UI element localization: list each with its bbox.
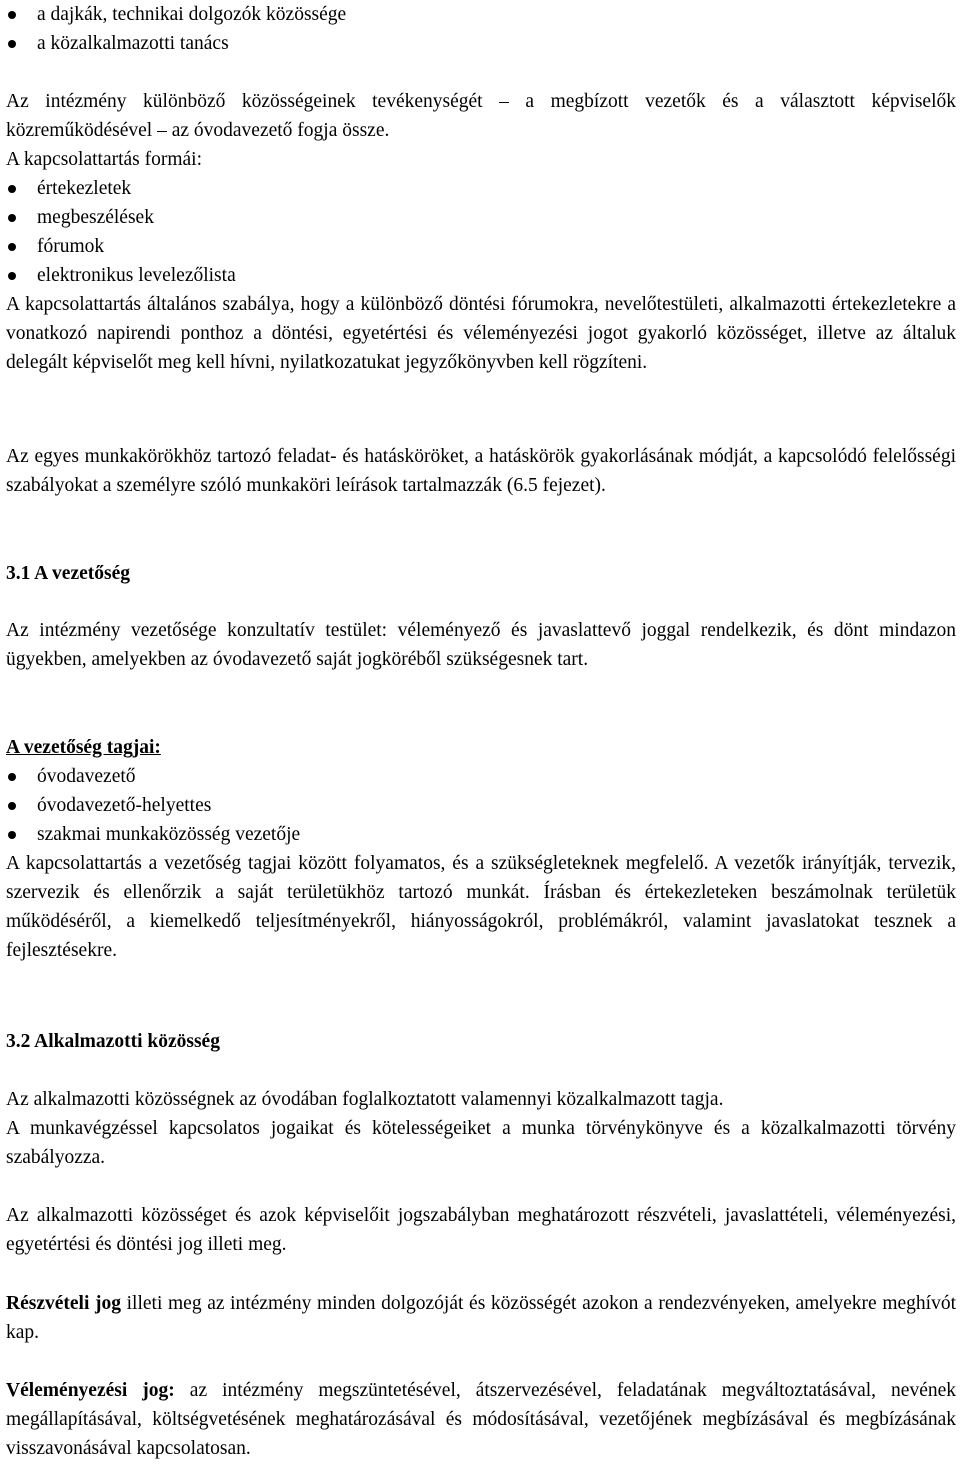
term-text: az intézmény megszüntetésével, átszervezésével, feladatának megváltoztatásával, nevének megállapításával, költségvetésének meghatározásával és módosításával, vezetőjének megbízásával és megbízásának visszavonásával kapcsolatosan. [6,1380,956,1459]
paragraph: A kapcsolattartás formái: [6,149,203,170]
paragraph: Az alkalmazotti közösségnek az óvodában foglalkoztatott valamennyi közalkalmazott tagja. [6,1089,724,1110]
subheading-members: A vezetőség tagjai: [6,737,161,758]
list-item: a közalkalmazotti tanács [6,29,956,58]
paragraph: A kapcsolattartás általános szabálya, hogy a különböző döntési fórumokra, nevelőtestületi, alkalmazotti értekezletekre a vonatkozó napirendi ponthoz a döntési, egyetértési és véleményezési jogot gyakorló közösséget, illetve az általuk delegált képviselőt meg kell hívni, nyilatkozatukat jegyzőkönyvben kell rögzíteni. [6,294,956,373]
bullet-list-members [6,762,956,849]
list-item: szakmai munkaközösség vezetője [6,820,956,849]
list-item: a dajkák, technikai dolgozók közössége [6,0,956,29]
paragraph: A munkavégzéssel kapcsolatos jogaikat és kötelességeiket a munka törvénykönyve és a közalkalmazotti törvény szabályozza. [6,1118,956,1168]
term-label: Részvételi jog [6,1293,121,1314]
list-item: elektronikus levelezőlista [6,261,956,290]
list-item: fórumok [6,232,956,261]
paragraph [6,1376,956,1463]
paragraph: Az alkalmazotti közösséget és azok képviselőit jogszabályban meghatározott részvételi, javaslattételi, véleményezési, egyetértési és döntési jog illeti meg. [6,1205,956,1255]
term-label: Véleményezési jog: [6,1380,175,1401]
list-item: óvodavezető-helyettes [6,791,956,820]
paragraph: Az egyes munkakörökhöz tartozó feladat- és hatásköröket, a hatáskörök gyakorlásának módját, a kapcsolódó felelősségi szabályokat a személyre szóló munkaköri leírások tartalmazzák (6.5 fejezet). [6,446,956,496]
list-item: óvodavezető [6,762,956,791]
paragraph: Az intézmény vezetősége konzultatív testület: véleményező és javaslattevő joggal rendelkezik, és dönt mindazon ügyekben, amelyekben az óvodavezető saját jogköréből szükségesnek tart. [6,620,956,670]
paragraph: A kapcsolattartás a vezetőség tagjai között folyamatos, és a szükségleteknek megfelelő. A vezetők irányítják, tervezik, szervezik és ellenőrzik a saját területükhöz tartozó munkát. Írásban és értekezleteken beszámolnak területük működéséről, a kiemelkedő teljesítményekről, hiányosságokról, problémákról, valamint javaslatokat tesznek a fejlesztésekre. [6,853,956,961]
paragraph [6,1289,956,1347]
section-heading-3-1: 3.1 A vezetőség [6,563,131,584]
term-text: illeti meg az intézmény minden dolgozóját és közösségét azokon a rendezvényeken, amelyekre meghívót kap. [6,1293,956,1343]
list-item: értekezletek [6,174,956,203]
bullet-list-contact-forms [6,174,956,290]
bullet-list-communities [6,0,956,58]
paragraph: Az intézmény különböző közösségeinek tevékenységét – a megbízott vezetők és a választott képviselők közreműködésével – az óvodavezető fogja össze. [6,91,956,141]
section-heading-3-2: 3.2 Alkalmazotti közösség [6,1031,220,1052]
list-item: megbeszélések [6,203,956,232]
